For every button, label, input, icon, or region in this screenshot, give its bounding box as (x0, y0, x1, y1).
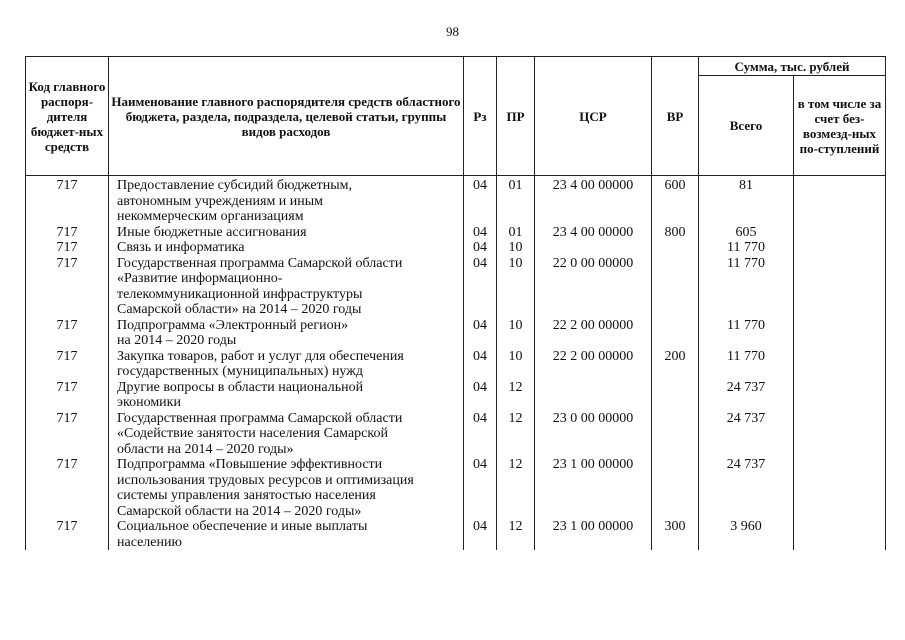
cell-code: 717 (26, 225, 109, 241)
cell-total: 81 (699, 176, 794, 225)
cell-pr: 10 (497, 349, 535, 380)
cell-name (109, 225, 464, 241)
cell-csr: 22 2 00 00000 (535, 318, 652, 349)
cell-total: 605 (699, 225, 794, 241)
cell-total: 24 737 (699, 457, 794, 519)
cell-name (109, 411, 464, 458)
cell-name-line: использования трудовых ресурсов и оптимизация (117, 472, 414, 488)
table-header (26, 57, 886, 176)
cell-vr: 600 (652, 176, 699, 225)
cell-csr (535, 240, 652, 256)
cell-code: 717 (26, 411, 109, 458)
cell-name-line: Другие вопросы в области национальной (117, 379, 364, 395)
header-total: Всего (699, 76, 794, 176)
page-number: 98 (446, 24, 459, 39)
cell-code: 717 (26, 457, 109, 519)
cell-name-line: «Содействие занятости населения Самарской (117, 426, 388, 441)
cell-free (794, 256, 886, 318)
cell-name (109, 349, 464, 380)
cell-pr: 12 (497, 380, 535, 411)
table-row (26, 318, 886, 349)
cell-rz: 04 (464, 318, 497, 349)
header-csr: ЦСР (535, 57, 652, 176)
cell-name (109, 318, 464, 349)
cell-name-line: Государственная программа Самарской области (117, 255, 403, 271)
table-row (26, 256, 886, 318)
cell-name (109, 176, 464, 225)
cell-total: 11 770 (699, 349, 794, 380)
table-row (26, 349, 886, 380)
cell-name-line: Закупка товаров, работ и услуг для обеспечения (117, 348, 404, 364)
cell-name (109, 519, 464, 550)
cell-rz: 04 (464, 225, 497, 241)
cell-free (794, 380, 886, 411)
cell-vr: 200 (652, 349, 699, 380)
cell-name (109, 256, 464, 318)
cell-name-line: Социальное обеспечение и иные выплаты (117, 519, 368, 534)
table-row (26, 457, 886, 519)
cell-rz: 04 (464, 380, 497, 411)
cell-name-line: населению (117, 534, 182, 550)
header-rz: Рз (464, 57, 497, 176)
cell-pr: 12 (497, 411, 535, 458)
cell-free (794, 349, 886, 380)
cell-csr: 23 1 00 00000 (535, 457, 652, 519)
header-free: в том числе за счет без-возмезд-ных по-ступлений (794, 76, 886, 176)
cell-rz: 04 (464, 256, 497, 318)
cell-name-line: некоммерческим организациям (117, 209, 304, 224)
cell-name (109, 457, 464, 519)
cell-name-line: Государственная программа Самарской области (117, 410, 403, 426)
header-vr: ВР (652, 57, 699, 176)
cell-code: 717 (26, 318, 109, 349)
table-row (26, 411, 886, 458)
cell-free (794, 457, 886, 519)
cell-name-line: государственных (муниципальных) нужд (117, 364, 364, 379)
cell-pr: 10 (497, 256, 535, 318)
cell-free (794, 176, 886, 225)
cell-vr (652, 318, 699, 349)
table-row (26, 225, 886, 241)
cell-free (794, 411, 886, 458)
cell-name-line: области на 2014 – 2020 годы» (117, 441, 294, 457)
cell-vr (652, 256, 699, 318)
cell-free (794, 225, 886, 241)
cell-total: 11 770 (699, 240, 794, 256)
cell-total: 24 737 (699, 380, 794, 411)
cell-vr: 300 (652, 519, 699, 550)
cell-total: 11 770 (699, 318, 794, 349)
cell-name-line: автономным учреждениям и иным (117, 193, 324, 209)
header-code: Код главного распоря-дителя бюджет-ных средств (26, 57, 109, 176)
header-name: Наименование главного распорядителя средств областного бюджета, раздела, подраздела, целевой статьи, группы видов расходов (109, 57, 464, 176)
cell-name-line: Подпрограмма «Повышение эффективности (117, 457, 383, 472)
cell-free (794, 318, 886, 349)
cell-rz: 04 (464, 240, 497, 256)
header-pr: ПР (497, 57, 535, 176)
cell-vr (652, 457, 699, 519)
cell-rz: 04 (464, 349, 497, 380)
cell-name-line: Самарской области на 2014 – 2020 годы» (117, 503, 362, 519)
cell-name-line: Предоставление субсидий бюджетным, (117, 178, 353, 193)
cell-csr: 23 1 00 00000 (535, 519, 652, 550)
cell-pr: 01 (497, 225, 535, 241)
cell-code: 717 (26, 519, 109, 550)
cell-code: 717 (26, 256, 109, 318)
cell-rz: 04 (464, 519, 497, 550)
table-row (26, 380, 886, 411)
cell-name-line: телекоммуникационной инфраструктуры (117, 286, 363, 302)
cell-csr: 22 2 00 00000 (535, 349, 652, 380)
cell-name-line: Иные бюджетные ассигнования (117, 224, 307, 240)
cell-vr (652, 240, 699, 256)
table-row (26, 176, 886, 225)
cell-name-line: экономики (117, 395, 181, 410)
cell-pr: 12 (497, 457, 535, 519)
table-body (26, 176, 886, 551)
cell-pr: 01 (497, 176, 535, 225)
cell-name-line: Самарской области» на 2014 – 2020 годы (117, 302, 362, 317)
cell-rz: 04 (464, 176, 497, 225)
cell-csr (535, 380, 652, 411)
cell-csr: 23 4 00 00000 (535, 225, 652, 241)
cell-code: 717 (26, 240, 109, 256)
cell-pr: 12 (497, 519, 535, 550)
cell-total: 3 960 (699, 519, 794, 550)
cell-csr: 23 0 00 00000 (535, 411, 652, 458)
cell-name (109, 380, 464, 411)
table-row (26, 240, 886, 256)
header-sum: Сумма, тыс. рублей (699, 57, 886, 76)
cell-csr: 23 4 00 00000 (535, 176, 652, 225)
cell-pr: 10 (497, 240, 535, 256)
cell-vr (652, 411, 699, 458)
cell-free (794, 519, 886, 550)
cell-name-line: Связь и информатика (117, 240, 245, 255)
cell-total: 11 770 (699, 256, 794, 318)
cell-code: 717 (26, 176, 109, 225)
budget-table (25, 56, 886, 550)
cell-total: 24 737 (699, 411, 794, 458)
cell-code: 717 (26, 349, 109, 380)
cell-pr: 10 (497, 318, 535, 349)
cell-code: 717 (26, 380, 109, 411)
cell-name-line: «Развитие информационно- (117, 271, 283, 286)
cell-vr: 800 (652, 225, 699, 241)
cell-name-line: Подпрограмма «Электронный регион» (117, 317, 349, 333)
cell-name-line: системы управления занятостью населения (117, 488, 376, 503)
cell-name (109, 240, 464, 256)
cell-vr (652, 380, 699, 411)
cell-rz: 04 (464, 411, 497, 458)
table-row (26, 519, 886, 550)
cell-free (794, 240, 886, 256)
cell-name-line: на 2014 – 2020 годы (117, 333, 237, 348)
cell-rz: 04 (464, 457, 497, 519)
cell-csr: 22 0 00 00000 (535, 256, 652, 318)
